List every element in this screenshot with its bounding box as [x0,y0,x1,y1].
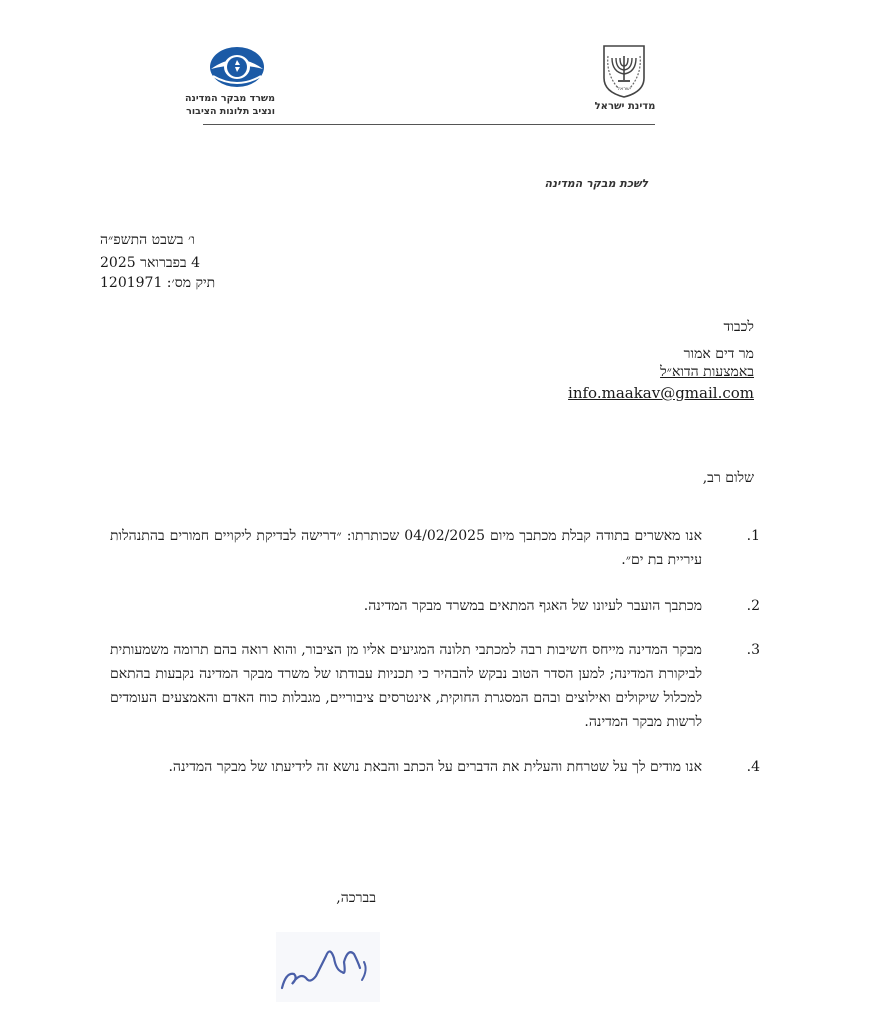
item-text: מבקר המדינה מייחס חשיבות רבה למכתבי תלונה המגיעים אליו מן הציבור, והוא רואה בהם תרומה משמעותית לביקורת המדינה; למען הסדר הטוב נבקש להבהיר כי תכניות עבודתו של משרד מבקר המדינה נקבעות בהתאם למכלול שיקולים ואילוצים ובהם המסגרת החוקית, אינטרסים ציבוריים, מגבלות כוח האדם והאמצעים העומדים לרשות מבקר המדינה. [110,642,702,730]
state-emblem-icon [600,44,648,98]
department-name: לשכת מבקר המדינה [544,177,648,190]
list-item [110,755,760,779]
emblem-text: ישראל [617,86,631,92]
gregorian-date: 4 בפברואר 2025 [100,255,201,271]
recipient-name: מר דים אמור [683,346,754,362]
item-text: מכתבך הועבר לעיונו של האגף המתאים במשרד מבקר המדינה. [363,598,702,614]
delivery-method: באמצעות הדוא״ל [660,364,754,380]
office-name-line1: משרד מבקר המדינה [185,93,275,104]
item-number: 1. [746,528,760,544]
recipient-email[interactable]: info.maakav@gmail.com [568,384,754,402]
item-number: 2. [746,598,760,614]
emblem-label: מדינת ישראל [594,101,656,112]
file-number: תיק מס׳: 1201971 [100,275,216,291]
to-label: לכבוד [723,319,754,335]
office-name-line2: ונציב תלונות הציבור [186,106,275,117]
state-comptroller-logo-icon [209,46,265,88]
header-divider [203,124,655,125]
list-item [110,524,760,572]
hebrew-date: ו׳ בשבט התשפ״ה [100,232,195,248]
signature-icon [276,932,380,1002]
item-number: 4. [746,759,760,775]
item-number: 3. [746,642,760,658]
closing: בברכה, [336,890,376,906]
item-text: אנו מאשרים בתודה קבלת מכתבך מיום 04/02/2025 שכותרתו: ״דרישה לבדיקת ליקויים חמורים בהתנהלות עיריית בת ים״. [110,528,702,568]
list-item [110,638,760,734]
list-item [110,594,760,618]
greeting: שלום רב, [702,470,754,486]
item-text: אנו מודים לך על שטרחת והעלית את הדברים על הכתב והבאת נושא זה לידיעתו של מבקר המדינה. [168,759,702,775]
